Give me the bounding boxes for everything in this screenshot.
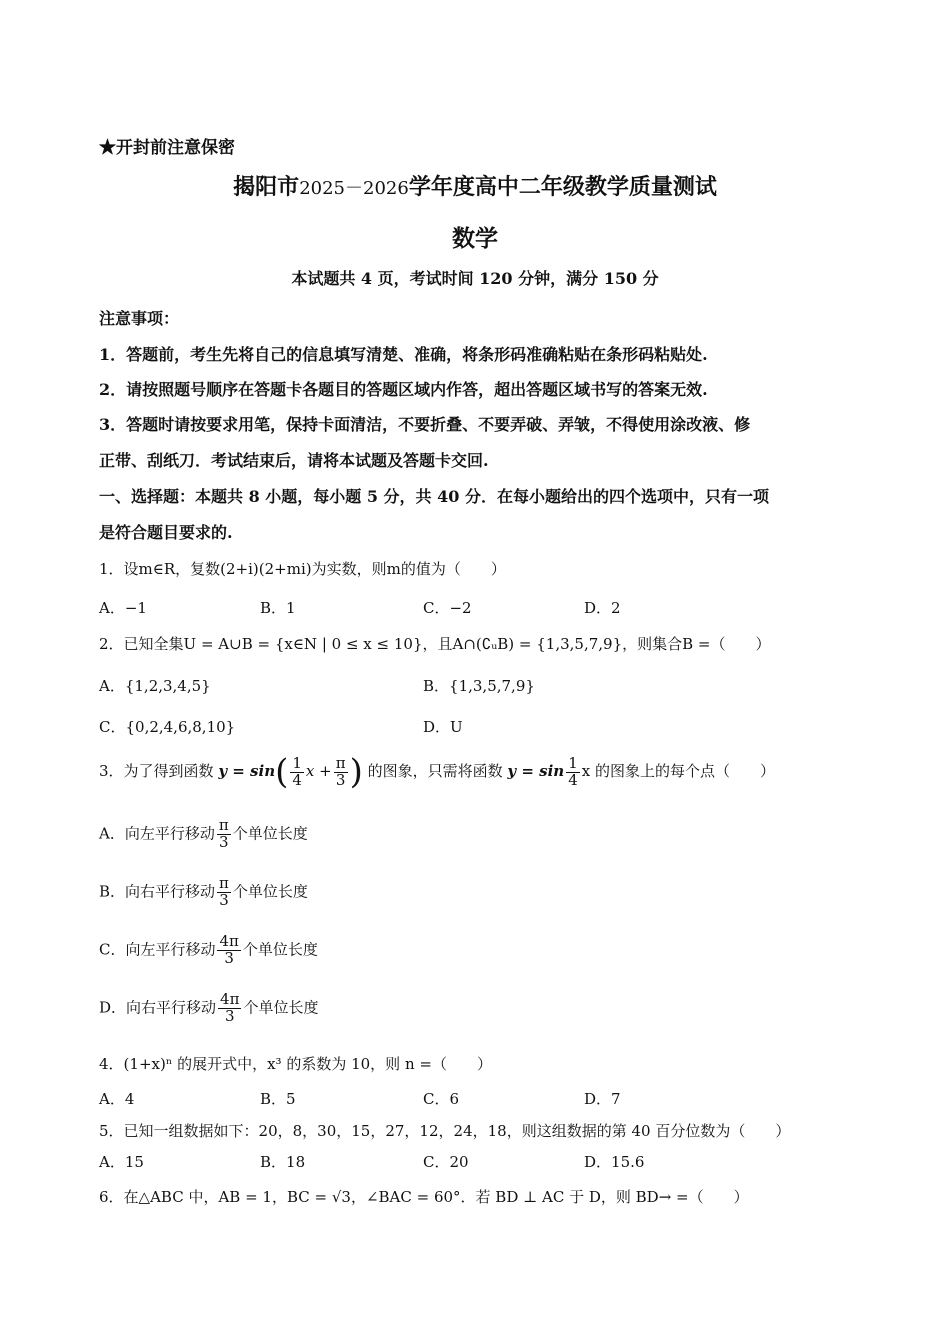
- q2-option-d: D．U: [423, 718, 463, 736]
- question-5-stem: 5．已知一组数据如下：20，8，30，15，27，12，24，18，则这组数据的第 40 百分位数为（ ）: [99, 1122, 791, 1140]
- notes-heading: 注意事项：: [99, 309, 180, 328]
- q4-option-c: C．6: [423, 1090, 460, 1108]
- q3-option-a: A．向左平行移动 $\frac{\pi}{3}$ 个单位长度: [99, 816, 308, 851]
- question-2-stem: 2．已知全集U = A∪B = {x∈N | 0 ≤ x ≤ 10}，且A∩(∁ᵤB) = {1,3,5,7,9}，则集合B =（ ）: [99, 635, 771, 653]
- q4-option-d: D．7: [584, 1090, 621, 1108]
- note-item-1: 1．答题前，考生先将自己的信息填写清楚、准确，将条形码准确粘贴在条形码粘贴处.: [99, 345, 708, 364]
- exam-title: [0, 170, 950, 201]
- q5-option-c: C．20: [423, 1153, 469, 1171]
- q1-option-a: A．−1: [99, 599, 147, 617]
- q1-option-c: C．−2: [423, 599, 472, 617]
- q3-stem-prefix: 3．为了得到函数: [99, 762, 214, 780]
- q3-right-paren: ): [349, 752, 363, 792]
- q3-function-y-sin-2: y = sin: [507, 762, 565, 780]
- title-suffix: 学年度高中二年级教学质量测试: [408, 174, 717, 200]
- q3-x-plus: x +: [305, 762, 332, 780]
- q3-function-y-sin: y = sin: [218, 762, 276, 780]
- exam-meta: 本试题共 4 页，考试时间 120 分钟，满分 150 分: [291, 269, 659, 288]
- question-1-stem: 1．设m∈R，复数(2+i)(2+mi)为实数，则m的值为（ ）: [99, 560, 506, 578]
- q3-option-b: B．向右平行移动 $\frac{\pi}{3}$ 个单位长度: [99, 874, 308, 909]
- q2-option-c: C．{0,2,4,6,8,10}: [99, 718, 236, 736]
- note-item-3: 3．答题时请按要求用笔，保持卡面清洁，不要折叠、不要弄破、弄皱，不得使用涂改液、修: [99, 415, 751, 434]
- q3-stem-middle: 的图象，只需将函数: [367, 762, 503, 780]
- q4-option-a: A．4: [99, 1090, 135, 1108]
- question-3-stem: [99, 752, 775, 792]
- note-item-3-cont: 正带、刮纸刀．考试结束后，请将本试题及答题卡交回.: [99, 451, 489, 470]
- q5-option-b: B．18: [260, 1153, 306, 1171]
- q1-option-d: D．2: [584, 599, 621, 617]
- q2-option-b: B．{1,3,5,7,9}: [423, 677, 535, 695]
- q4-option-b: B．5: [260, 1090, 296, 1108]
- title-years: 2025－2026: [299, 178, 409, 199]
- q3-fraction-pi-3: $\frac{\pi}{3}$: [335, 753, 346, 789]
- subject-title: 数学: [452, 225, 498, 252]
- question-4-stem: 4．(1+x)ⁿ 的展开式中，x³ 的系数为 10，则 n =（ ）: [99, 1055, 492, 1073]
- question-6-stem: 6．在△ABC 中，AB = 1，BC = √3，∠BAC = 60°．若 BD ⊥ AC 于 D，则 BD→ =（ ）: [99, 1188, 749, 1206]
- title-prefix: 揭阳市: [233, 174, 300, 200]
- q3-stem-suffix: x 的图象上的每个点（ ）: [581, 762, 775, 780]
- q3-option-d: D．向右平行移动 $\frac{4\pi}{3}$ 个单位长度: [99, 990, 319, 1025]
- q3-left-paren: (: [275, 752, 289, 792]
- q5-option-a: A．15: [99, 1153, 144, 1171]
- q5-option-d: D．15.6: [584, 1153, 645, 1171]
- q3-fraction-quarter-2: $\frac{1}{4}$: [568, 753, 578, 789]
- q3-fraction-quarter: $\frac{1}{4}$: [292, 753, 302, 789]
- q2-option-a: A．{1,2,3,4,5}: [99, 677, 211, 695]
- q3-option-c: C．向左平行移动 $\frac{4\pi}{3}$ 个单位长度: [99, 932, 318, 967]
- section-heading-line2: 是符合题目要求的.: [99, 523, 233, 542]
- q1-option-b: B．1: [260, 599, 296, 617]
- section-heading-line1: 一、选择题：本题共 8 小题，每小题 5 分，共 40 分．在每小题给出的四个选项中，只有一项: [99, 487, 769, 506]
- confidential-notice: ★开封前注意保密: [99, 138, 235, 158]
- note-item-2: 2．请按照题号顺序在答题卡各题目的答题区域内作答，超出答题区域书写的答案无效.: [99, 380, 708, 399]
